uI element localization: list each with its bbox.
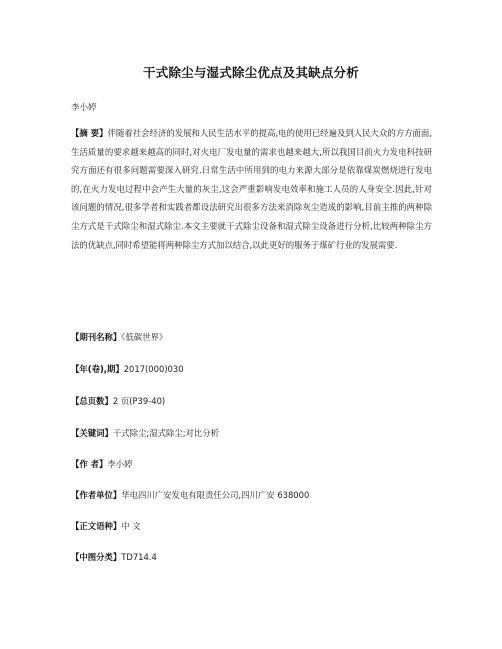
meta-journal (71, 331, 167, 343)
paper-title: 干式除尘与湿式除尘优点及其缺点分析 (143, 65, 359, 80)
meta-keywords (71, 427, 219, 439)
meta-journal-label: 【期刊名称】 (71, 332, 122, 342)
abstract-block (71, 124, 432, 254)
meta-pages (71, 395, 165, 407)
meta-volume-value: 2017(000)030 (123, 364, 184, 374)
meta-author-label: 【作 者】 (71, 459, 108, 469)
meta-author-value: 李小婷 (107, 459, 133, 469)
meta-language-value: 中 文 (121, 521, 141, 531)
abstract-text: 伴随着社会经济的发展和人民生活水平的提高,电的使用已经遍及到人民大众的方方面面,生活质量的要求越来越高的同时,对火电厂发电量的需求也越来越大,所以我国目前火力发电科技研究方面还有很多问题需要深入研究.日常生活中所用到的电力来源大部分是依靠煤炭燃烧进行发电的,在火力发电过程中会产生大量的灰尘,这会严重影响发电效率和施工人员的人身安全.因此,针对该问题的情况,很多学者和实践者都设法研究出很多方法来消除灰尘造成的影响,目前主推的两种除尘方式是干式除尘和湿式除尘.本文主要就干式除尘设备和湿式除尘设备进行分析,比较两种除尘方法的优缺点,同时希望能将两种除尘方式加以结合,以此更好的服务于煤矿行业的发展需要. (71, 128, 432, 250)
meta-author (71, 458, 133, 470)
meta-classification-label: 【中图分类】 (71, 552, 122, 562)
meta-journal-value: 《低碳世界》 (121, 332, 168, 342)
meta-pages-label: 【总页数】 (71, 396, 113, 406)
meta-affiliation-value: 华电四川广安发电有限责任公司,四川广安 638000 (121, 490, 310, 500)
meta-keywords-label: 【关键词】 (71, 428, 113, 438)
abstract-label: 【摘 要】 (71, 128, 108, 138)
meta-pages-value: 2 页(P39-40) (112, 396, 166, 406)
meta-classification-value: TD714.4 (121, 552, 157, 562)
meta-affiliation (71, 489, 309, 501)
meta-volume-label: 【年(卷),期】 (71, 364, 124, 374)
meta-language (71, 520, 141, 532)
meta-language-label: 【正文语种】 (71, 521, 122, 531)
meta-volume (71, 363, 184, 375)
meta-keywords-value: 干式除尘;湿式除尘;对比分析 (112, 428, 220, 438)
meta-classification (71, 551, 157, 563)
meta-affiliation-label: 【作者单位】 (71, 490, 122, 500)
paper-author: 李小婷 (71, 103, 97, 113)
